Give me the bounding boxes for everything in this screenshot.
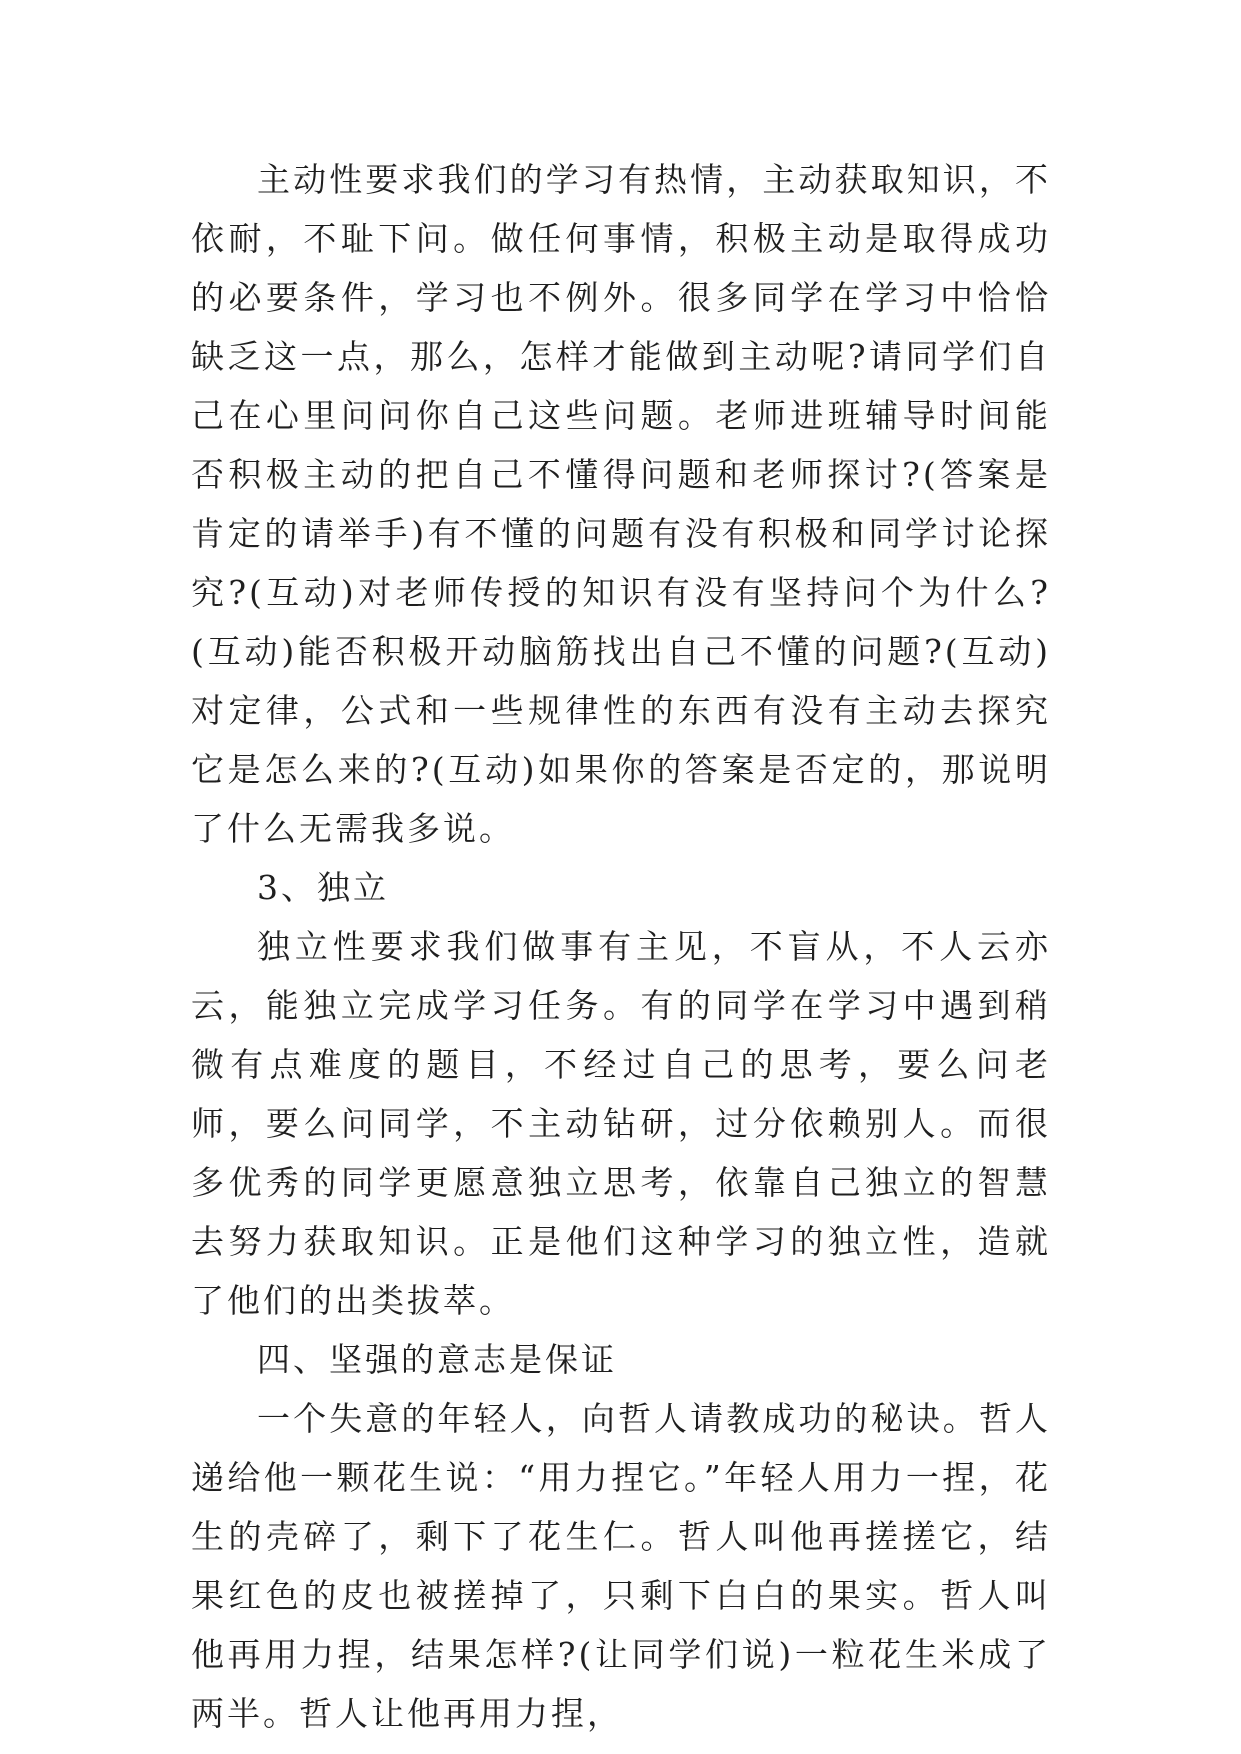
paragraph-independence: 独立性要求我们做事有主见，不盲从，不人云亦云，能独立完成学习任务。有的同学在学习中遇到稍微有点难度的题目，不经过自己的思考，要么问老师，要么问同学，不主动钻研，过分依赖别人。而很多优秀的同学更愿意独立思考，依靠自己独立的智慧去努力获取知识。正是他们这种学习的独立性，造就了他们的出类拔萃。 (191, 927, 1051, 1320)
paragraph-peanut-story: 一个失意的年轻人，向哲人请教成功的秘诀。哲人递给他一颗花生说：“用力捏它。”年轻人用力一捏，花生的壳碎了，剩下了花生仁。哲人叫他再搓搓它，结果红色的皮也被搓掉了，只剩下白白的果实。哲人叫他再用力捏，结果怎样?(让同学们说)一粒花生米成了两半。哲人让他再用力捏， (191, 1399, 1051, 1733)
paragraph-initiative: 主动性要求我们的学习有热情，主动获取知识，不依耐，不耻下问。做任何事情，积极主动是取得成功的必要条件，学习也不例外。很多同学在学习中恰恰缺乏这一点，那么，怎样才能做到主动呢?请同学们自己在心里问问你自己这些问题。老师进班辅导时间能否积极主动的把自己不懂得问题和老师探讨?(答案是肯定的请举手)有不懂的问题有没有积极和同学讨论探究?(互动)对老师传授的知识有没有坚持问个为什么?(互动)能否积极开动脑筋找出自己不懂的问题?(互动)对定律，公式和一些规律性的东西有没有主动去探究它是怎么来的?(互动)如果你的答案是否定的，那说明了什么无需我多说。 (191, 160, 1051, 848)
section-heading-willpower: 四、坚强的意志是保证 (257, 1340, 617, 1379)
section-heading-independence: 3、独立 (257, 868, 389, 907)
document-body (191, 150, 1051, 1743)
